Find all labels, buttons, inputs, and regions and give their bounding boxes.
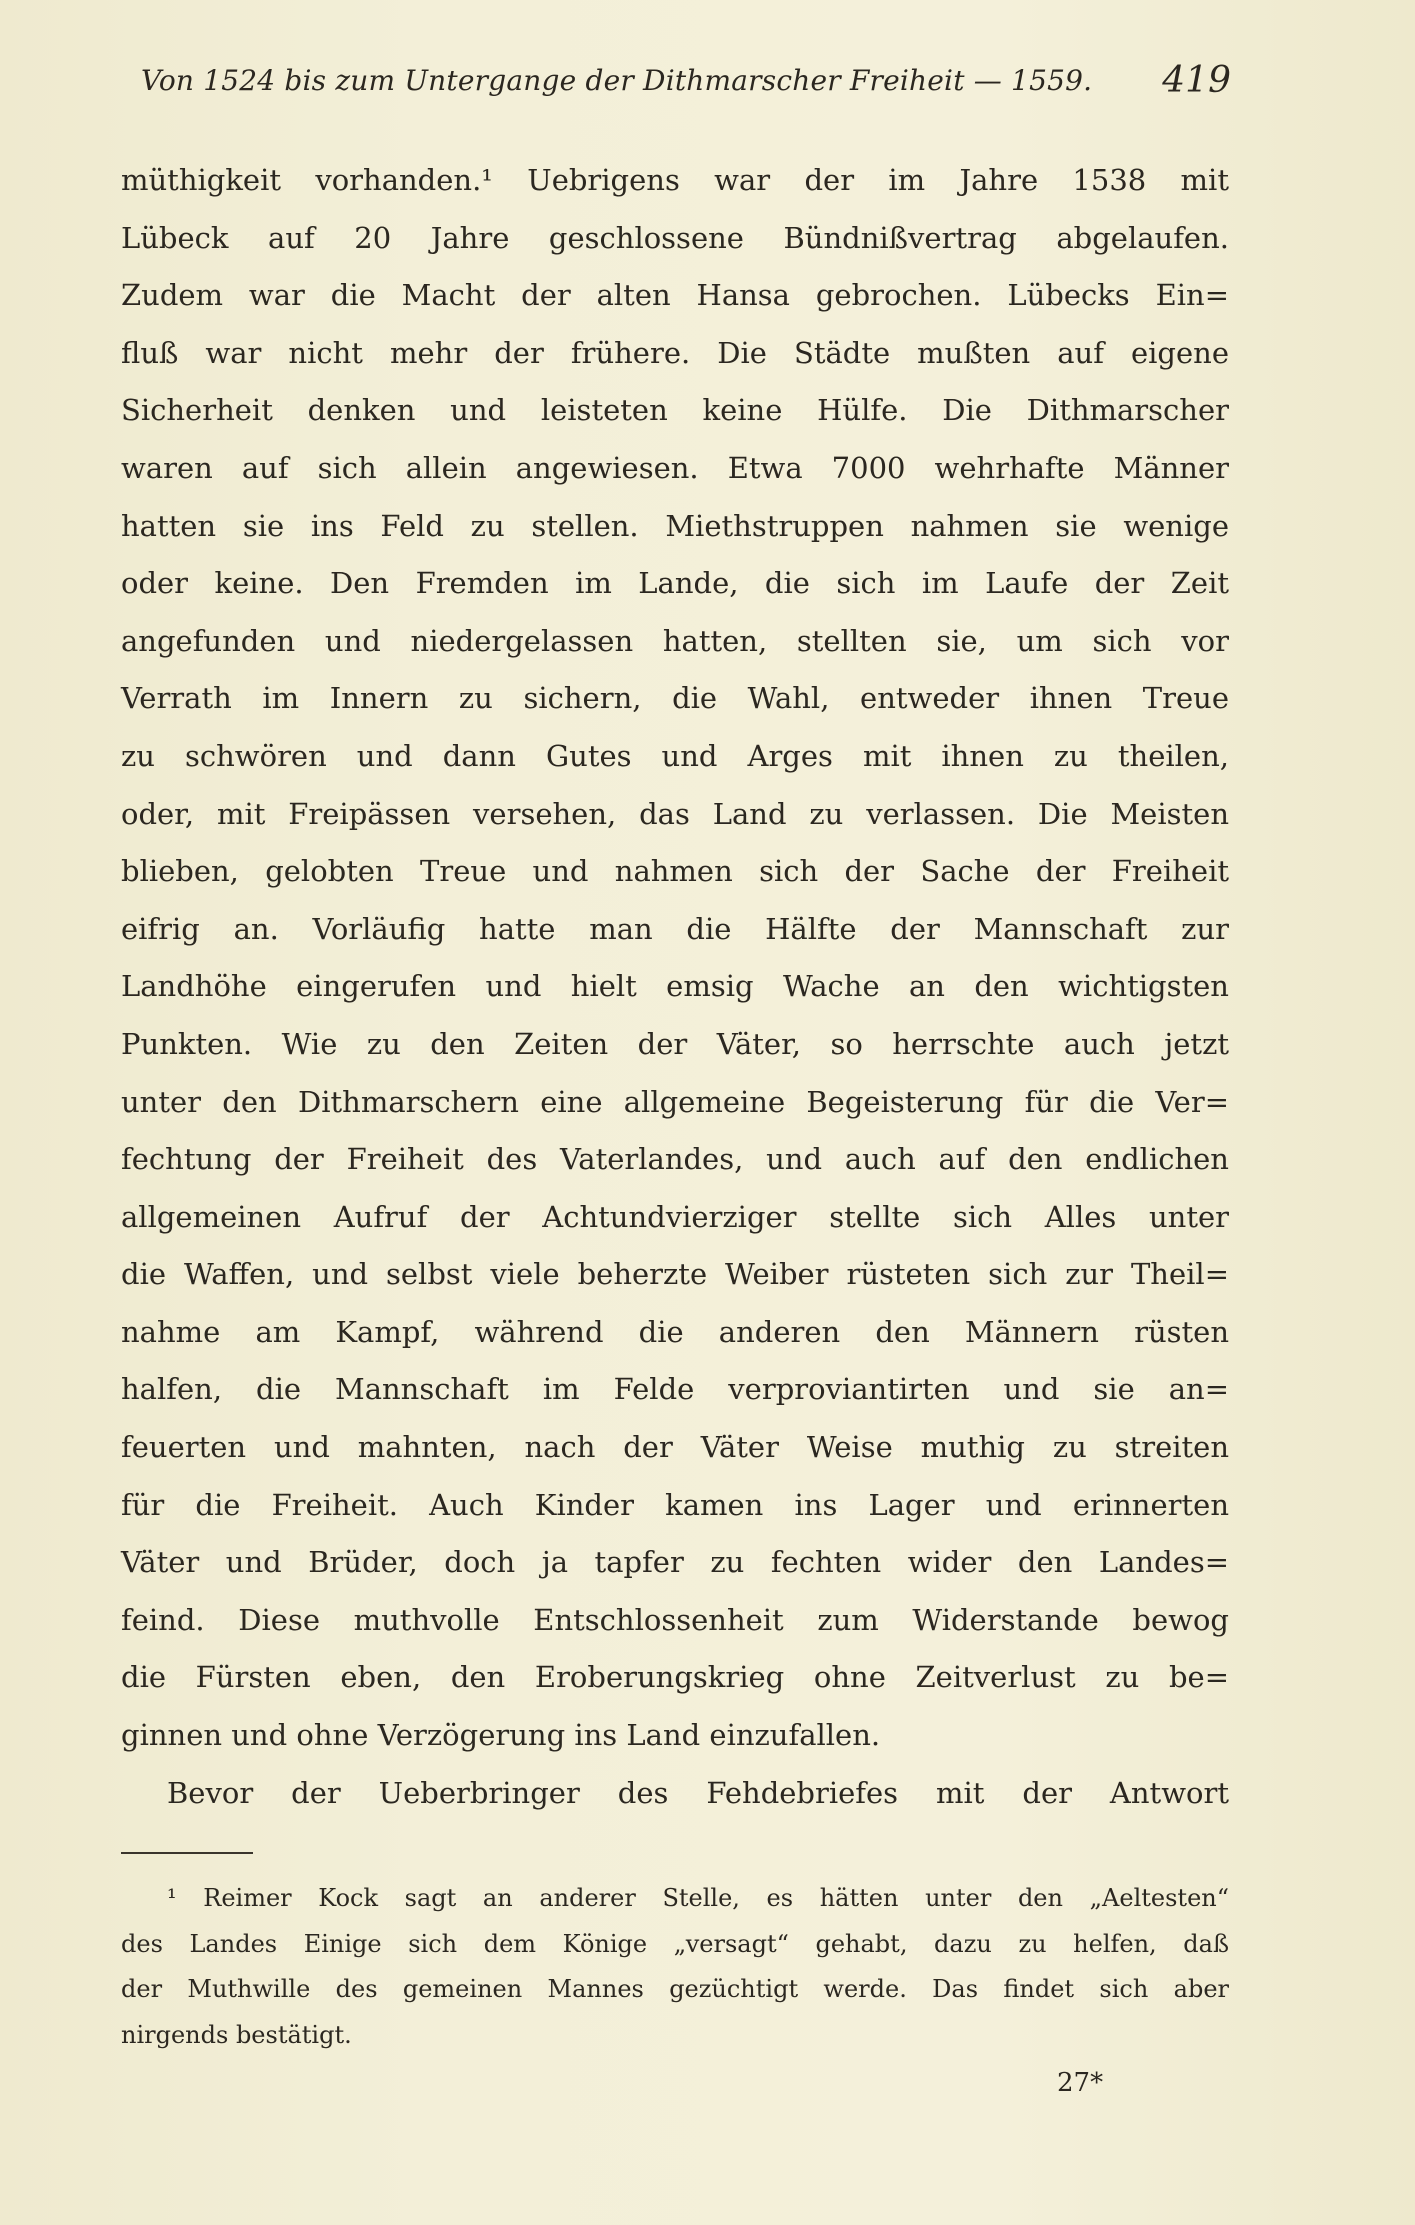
text-line: Bevor der Ueberbringer des Fehdebriefes mit der Antwort	[167, 1775, 1229, 1810]
text-line: fechtung der Freiheit des Vaterlandes, und auch auf den endlichen	[121, 1142, 1229, 1177]
footnote-line: der Muthwille des gemeinen Mannes gezüchtigt werde. Das findet sich aber	[121, 1975, 1229, 2003]
text-line: allgemeinen Aufruf der Achtundvierziger stellte sich Alles unter	[121, 1199, 1229, 1234]
text-line: ginnen und ohne Verzögerung ins Land einzufallen.	[121, 1718, 881, 1753]
text-line: angefunden und niedergelassen hatten, stellten sie, um sich vor	[121, 623, 1229, 658]
text-line: hatten sie ins Feld zu stellen. Miethstruppen nahmen sie wenige	[121, 508, 1229, 543]
footnote-line: nirgends bestätigt.	[121, 2020, 352, 2049]
text-line: müthigkeit vorhanden.¹ Uebrigens war der im Jahre 1538 mit	[121, 163, 1229, 197]
footnote	[121, 1876, 1229, 2058]
signature-mark: 27*	[1057, 2068, 1104, 2098]
text-line: fluß war nicht mehr der frühere. Die Städte mußten auf eigene	[121, 335, 1229, 370]
text-line: die Waffen, und selbst viele beherzte Weiber rüsteten sich zur Theil=	[121, 1257, 1229, 1292]
text-line: Väter und Brüder, doch ja tapfer zu fechten wider den Landes=	[121, 1545, 1229, 1580]
footnote-line: des Landes Einige sich dem Könige „versagt“ gehabt, dazu zu helfen, daß	[121, 1929, 1229, 1958]
text-line: Lübeck auf 20 Jahre geschlossene Bündnißvertrag abgelaufen.	[121, 220, 1229, 255]
text-line: eifrig an. Vorläufig hatte man die Hälfte der Mannschaft zur	[121, 911, 1229, 946]
text-line: nahme am Kampf, während die anderen den Männern rüsten	[121, 1314, 1229, 1349]
footnote-divider	[121, 1852, 253, 1854]
footnote-line: ¹ Reimer Kock sagt an anderer Stelle, es hätten unter den „Aeltesten“	[167, 1884, 1229, 1912]
body-text	[121, 152, 1229, 1822]
text-line: halfen, die Mannschaft im Felde verproviantirten und sie an=	[121, 1372, 1229, 1407]
text-line: Punkten. Wie zu den Zeiten der Väter, so herrschte auch jetzt	[121, 1026, 1229, 1061]
text-line: unter den Dithmarschern eine allgemeine Begeisterung für die Ver=	[121, 1084, 1229, 1119]
page-number: 419	[1162, 60, 1231, 101]
text-line: waren auf sich allein angewiesen. Etwa 7000 wehrhafte Männer	[121, 450, 1229, 485]
text-line: Landhöhe eingerufen und hielt emsig Wache an den wichtigsten	[121, 969, 1229, 1004]
text-line: Sicherheit denken und leisteten keine Hülfe. Die Dithmarscher	[121, 393, 1229, 428]
text-line: oder, mit Freipässen versehen, das Land zu verlassen. Die Meisten	[121, 796, 1229, 831]
text-line: blieben, gelobten Treue und nahmen sich der Sache der Freiheit	[121, 854, 1229, 889]
text-line: für die Freiheit. Auch Kinder kamen ins Lager und erinnerten	[121, 1487, 1229, 1522]
text-line: die Fürsten eben, den Eroberungskrieg ohne Zeitverlust zu be=	[121, 1660, 1229, 1695]
text-line: Zudem war die Macht der alten Hansa gebrochen. Lübecks Ein=	[121, 278, 1229, 313]
text-line: zu schwören und dann Gutes und Arges mit ihnen zu theilen,	[121, 738, 1229, 773]
text-line: feuerten und mahnten, nach der Väter Weise muthig zu streiten	[121, 1430, 1229, 1465]
text-line: oder keine. Den Fremden im Lande, die sich im Laufe der Zeit	[121, 566, 1229, 601]
text-line: feind. Diese muthvolle Entschlossenheit zum Widerstande bewog	[121, 1602, 1229, 1637]
text-line: Verrath im Innern zu sichern, die Wahl, entweder ihnen Treue	[121, 681, 1229, 716]
running-header	[121, 60, 1231, 108]
running-title: Von 1524 bis zum Untergange der Dithmarscher Freiheit — 1559.	[141, 64, 1093, 97]
